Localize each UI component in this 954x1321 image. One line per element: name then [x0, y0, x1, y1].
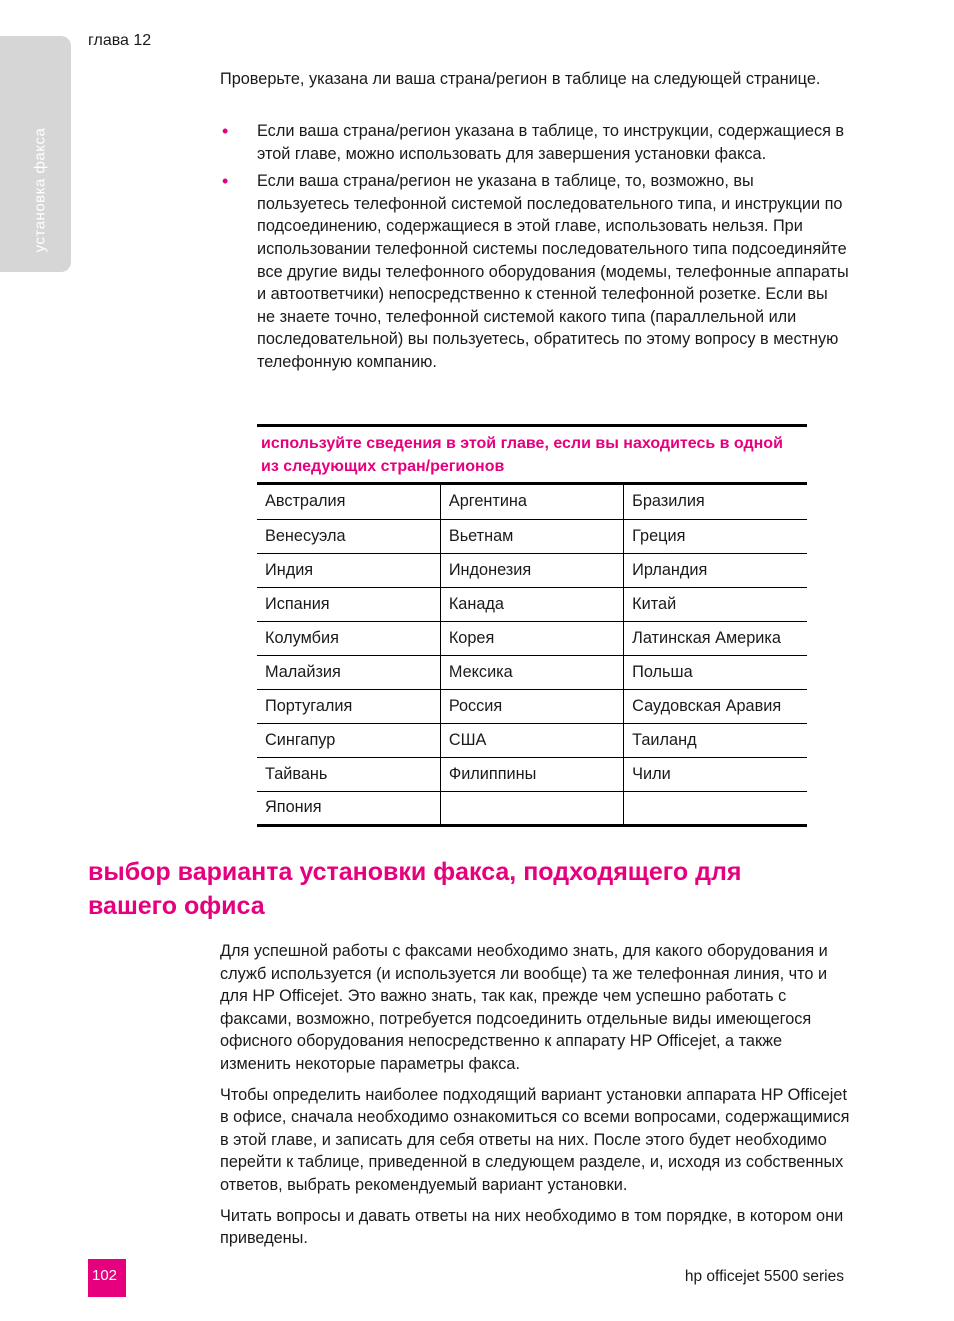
intro-paragraph: [220, 68, 850, 91]
table-cell: Вьетнам: [440, 519, 623, 553]
page-number: 102: [88, 1259, 126, 1297]
table-cell: Польша: [624, 655, 807, 689]
chapter-label: глава 12: [88, 32, 152, 49]
section-paragraph: Чтобы определить наиболее подходящий вариант установки аппарата HP Officejet в офисе, сначала необходимо ознакомиться со всеми вопросами, содержащимися в этой главе, и записать для себя ответы на них. После этого будет необходимо перейти к таблице, приведенной в следующем разделе, и, исходя из собственных ответов, выбрать рекомендуемый вариант установки.: [220, 1085, 850, 1194]
bullet-text: Если ваша страна/регион указана в таблице, то инструкции, содержащиеся в этой главе, можно использовать для завершения установки факса.: [257, 122, 845, 163]
product-name: hp officejet 5500 series: [684, 1268, 844, 1285]
section-title: выбор варианта установки факса, подходящего для вашего офиса: [88, 858, 742, 920]
table-cell: Испания: [257, 587, 440, 621]
table-cell: Канада: [440, 587, 623, 621]
table-row: [257, 587, 807, 621]
table-cell: Аргентина: [440, 485, 623, 519]
section-paragraph: Читать вопросы и давать ответы на них необходимо в том порядке, в котором они приведены.: [220, 1206, 844, 1248]
table-cell: Венесуэла: [257, 519, 440, 553]
table-cell: Индия: [257, 553, 440, 587]
countries-table: [257, 424, 807, 827]
table-cell: [624, 791, 807, 825]
table-row: [257, 519, 807, 553]
table-cell: Китай: [624, 587, 807, 621]
table-row: [257, 723, 807, 757]
table-cell: Малайзия: [257, 655, 440, 689]
section-paragraph: Для успешной работы с факсами необходимо знать, для какого оборудования и служб используется (и используется ли вообще) та же телефонная линия, что и для HP Officejet. Это важно знать, так как, прежде чем успешно работать с факсами, возможно, потребуется подсоединить отдельные виды имеющегося офисного оборудования непосредственно к аппарату HP Officejet, а также изменить некоторые параметры факса.: [220, 942, 828, 1073]
table-row: [257, 621, 807, 655]
bullet-list: [220, 120, 850, 379]
table-cell: Ирландия: [624, 553, 807, 587]
table-cell: Австралия: [265, 492, 346, 511]
table-cell: [440, 791, 623, 825]
table-cell: Филиппины: [440, 757, 623, 791]
bullet-dot-icon: •: [222, 121, 229, 141]
table-cell: Япония: [257, 791, 440, 825]
table-row: [257, 485, 807, 519]
table-row: [257, 689, 807, 723]
table-row: [257, 553, 807, 587]
table-cell: Мексика: [440, 655, 623, 689]
table-row: [257, 655, 807, 689]
table-cell: Россия: [440, 689, 623, 723]
table-cell: Латинская Америка: [624, 621, 807, 655]
table-row: [257, 757, 807, 791]
side-tab-label: установка факса: [31, 127, 49, 253]
table-cell: Бразилия: [624, 485, 807, 519]
chapter-side-tab: [0, 36, 71, 272]
table-cell: Колумбия: [257, 621, 440, 655]
table-cell: США: [440, 723, 623, 757]
table-row: [257, 791, 807, 825]
table-cell: Индонезия: [440, 553, 623, 587]
table-cell: Саудовская Аравия: [624, 689, 807, 723]
table-cell: Таиланд: [624, 723, 807, 757]
countries-grid: [257, 485, 807, 827]
bullet-dot-icon: •: [222, 171, 229, 192]
bullet-item: [220, 170, 850, 373]
table-cell: Тайвань: [257, 757, 440, 791]
table-cell: Корея: [440, 621, 623, 655]
table-cell: Португалия: [257, 689, 440, 723]
table-header: используйте сведения в этой главе, если вы находитесь в одной из следующих стран/регионов: [257, 424, 807, 485]
table-cell: Чили: [624, 757, 807, 791]
table-cell: Греция: [624, 519, 807, 553]
intro-text: Проверьте, указана ли ваша страна/регион в таблице на следующей странице.: [220, 70, 821, 88]
bullet-item: [220, 120, 850, 165]
section-body: [220, 940, 850, 1258]
table-cell: Сингапур: [257, 723, 440, 757]
bullet-text: Если ваша страна/регион не указана в таблице, то, возможно, вы пользуетесь телефонной системой последовательного типа, и инструкции по подсоединению, содержащиеся в этой главе, использовать нельзя. При использовании телефонной системы последовательного типа подсоединяйте все другие виды телефонного оборудования (модемы, телефонные аппараты и автоответчики) непосредственно к стенной телефонной розетке. Если вы не знаете точно, телефонной системой какого типа (параллельной или последовательной) вы пользуетесь, обратитесь по этому вопросу в местную телефонную компанию.: [257, 172, 849, 371]
